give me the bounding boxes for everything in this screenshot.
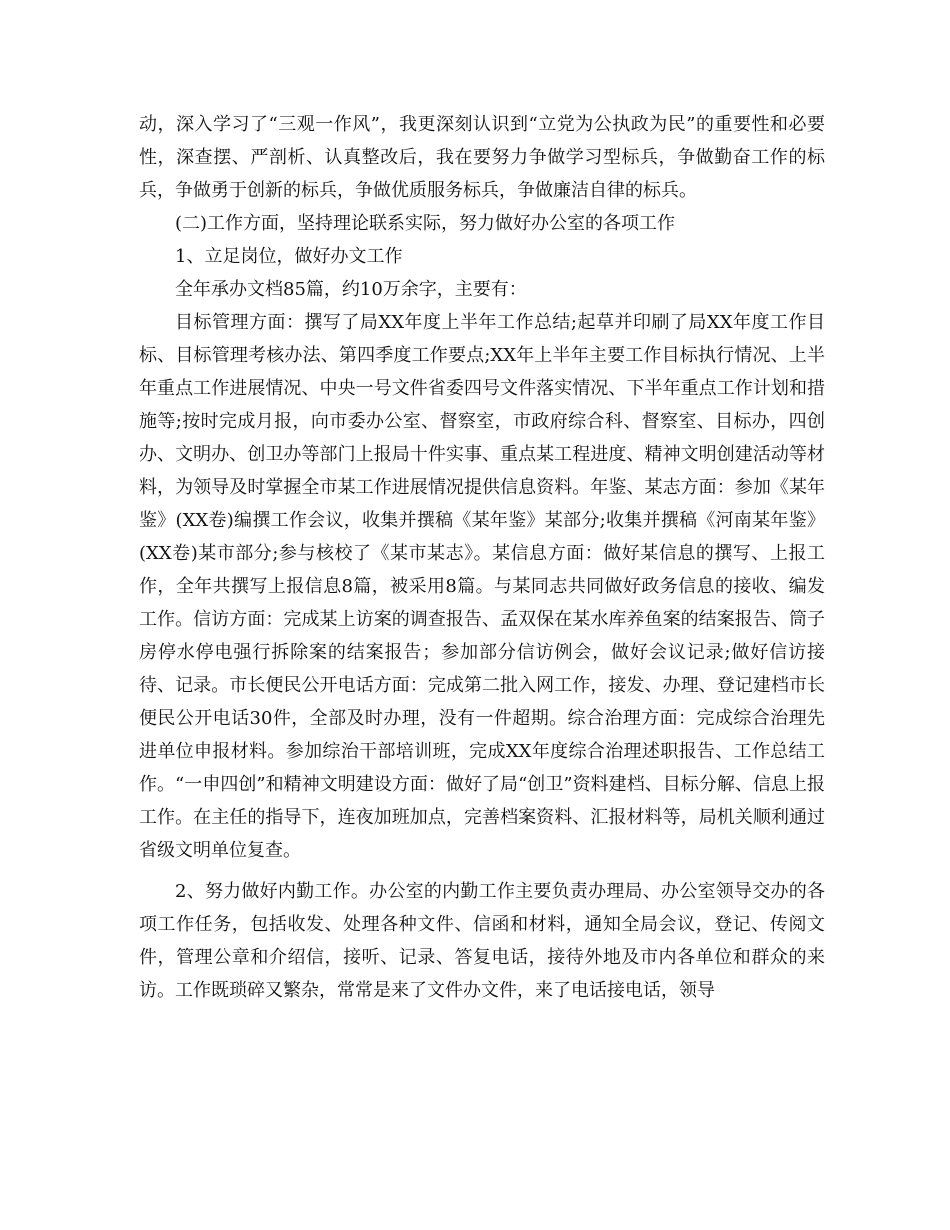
section-heading-work: (二)工作方面，坚持理论联系实际，努力做好办公室的各项工作 [175, 213, 676, 234]
paragraph-continuation: 动，深入学习了“三观一作风”，我更深刻认识到“立党为公执政为民”的重要性和必要性，深查摆、严剖析、认真整改后，我在要努力争做学习型标兵，争做勤奋工作的标兵，争做勇于创新的标兵，争做优质服务标兵，争做廉洁自律的标兵。 [139, 114, 825, 201]
paragraph-target-management: 目标管理方面：撰写了局XX年度上半年工作总结;起草并印刷了局XX年度工作目标、目标管理考核办法、第四季度工作要点;XX年上半年主要工作目标执行情况、上半年重点工作进展情况、中央一号文件省委四号文件落实情况、下半年重点工作计划和措施等;按时完成月报，向市委办公室、督察室，市政府综合科、督察室、目标办，四创办、文明办、创卫办等部门上报局十件实事、重点某工程进度、精神文明创建活动等材料，为领导及时掌握全市某工作进展情况提供信息资料。年鉴、某志方面：参加《某年鉴》(XX卷)编撰工作会议，收集并撰稿《某年鉴》某部分;收集并撰稿《河南某年鉴》(XX卷)某市部分;参与核校了《某市某志》。某信息方面：做好某信息的撰写、上报工作，全年共撰写上报信息8篇，被采用8篇。与某同志共同做好政务信息的接收、编发工作。信访方面：完成某上访案的调查报告、孟双保在某水库养鱼案的结案报告、筒子房停水停电强行拆除案的结案报告；参加部分信访例会，做好会议记录;做好信访接待、记录。市长便民公开电话方面：完成第二批入网工作，接发、办理、登记建档市长便民公开电话30件，全部及时办理，没有一件超期。综合治理方面：完成综合治理先进单位申报材料。参加综治干部培训班，完成XX年度综合治理述职报告、工作总结工作。“一申四创”和精神文明建设方面：做好了局“创卫”资料建档、目标分解、信息上报工作。在主任的指导下，连夜加班加点，完善档案资料、汇报材料等，局机关顺利通过省级文明单位复查。 [139, 312, 825, 861]
paragraph-document-summary: 全年承办文档85篇，约10万余字，主要有： [175, 279, 527, 300]
paragraph-internal-work: 2、努力做好内勤工作。办公室的内勤工作主要负责办理局、办公室领导交办的各项工作任务，包括收发、处理各种文件、信函和材料，通知全局会议，登记、传阅文件，管理公章和介绍信，接听、记录、答复电话，接待外地及市内各单位和群众的来访。工作既琐碎又繁杂，常常是来了文件办文件，来了电话接电话，领导 [139, 881, 825, 1001]
subheading-document-work: 1、立足岗位，做好办文工作 [175, 246, 403, 267]
document-body [139, 108, 825, 1007]
